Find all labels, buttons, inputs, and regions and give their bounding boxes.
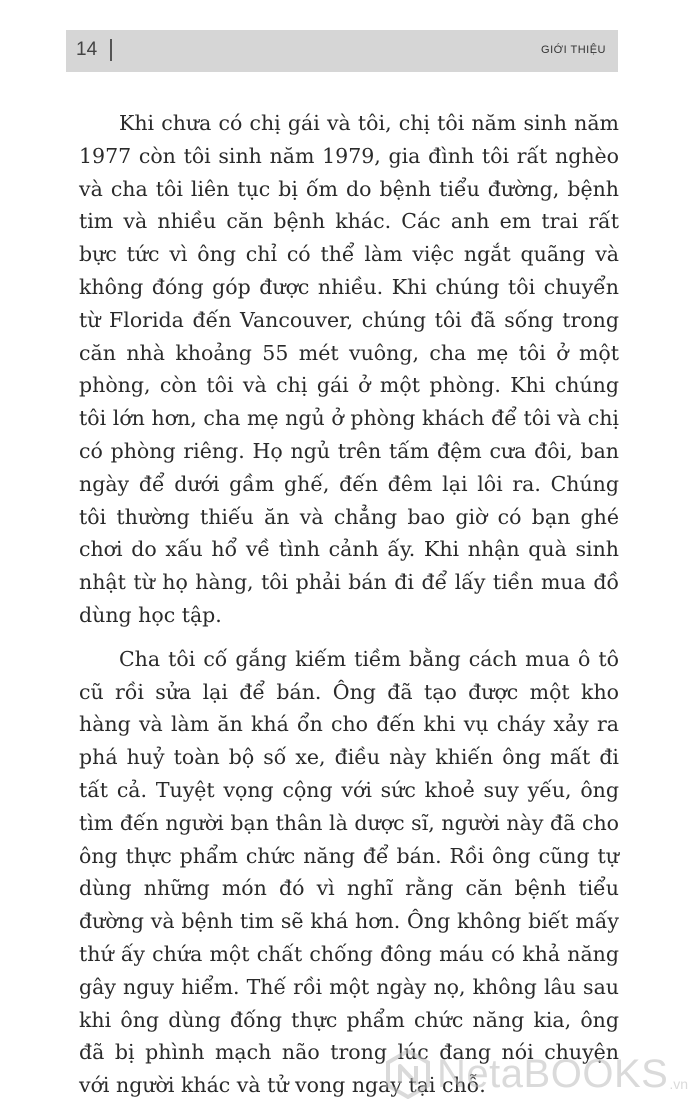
- paragraph-2: Cha tôi cố gắng kiếm tiềm bằng cách mua ô tô cũ rồi sửa lại để bán. Ông đã tạo được một kho hàng và làm ăn khá ổn cho đến khi vụ cháy xảy ra phá huỷ toàn bộ số xe, điều này khiến ông mất đi tất cả. Tuyệt vọng cộng với sức khoẻ suy yếu, ông tìm đến người bạn thân là dược sĩ, người này đã cho ông thực phẩm chức năng để bán. Rồi ông cũng tự dùng những món đó vì nghĩ rằng căn bệnh tiểu đường và bệnh tim sẽ khá hơn. Ông không biết mấy thứ ấy chứa một chất chống đông máu có khả năng gây nguy hiểm. Thế rồi một ngày nọ, không lâu sau khi ông dùng đống thực phẩm chức năng kia, ông đã bị phình mạch não trong lúc đang nói chuyện với người khác và tử vong ngay tại chỗ.: [79, 646, 619, 1098]
- watermark: [385, 1046, 688, 1102]
- netabooks-logo-icon: [385, 1049, 431, 1099]
- watermark-domain: .vn: [669, 1076, 688, 1092]
- watermark-brand: NetaBOOKS: [437, 1052, 669, 1096]
- page-number: 14: [76, 39, 98, 60]
- header-divider: [110, 39, 112, 61]
- body-text: [79, 107, 619, 1102]
- paragraph-1: Khi chưa có chị gái và tôi, chị tôi năm sinh năm 1977 còn tôi sinh năm 1979, gia đình tôi rất nghèo và cha tôi liên tục bị ốm do bệnh tiểu đường, bệnh tim và nhiều căn bệnh khác. Các anh em trai rất bực tức vì ông chỉ có thể làm việc ngắt quãng và không đóng góp được nhiều. Khi chúng tôi chuyển từ Florida đến Vancouver, chúng tôi đã sống trong căn nhà khoảng 55 mét vuông, cha mẹ tôi ở một phòng, còn tôi và chị gái ở một phòng. Khi chúng tôi lớn hơn, cha mẹ ngủ ở phòng khách để tôi và chị có phòng riêng. Họ ngủ trên tấm đệm cưa đôi, ban ngày để dưới gầm ghế, đến đêm lại lôi ra. Chúng tôi thường thiếu ăn và chẳng bao giờ có bạn ghé chơi do xấu hổ về tình cảnh ấy. Khi nhận quà sinh nhật từ họ hàng, tôi phải bán đi để lấy tiền mua đồ dùng học tập.: [79, 111, 619, 627]
- section-title: GIỚI THIỆU: [541, 44, 606, 56]
- running-header: [66, 30, 618, 72]
